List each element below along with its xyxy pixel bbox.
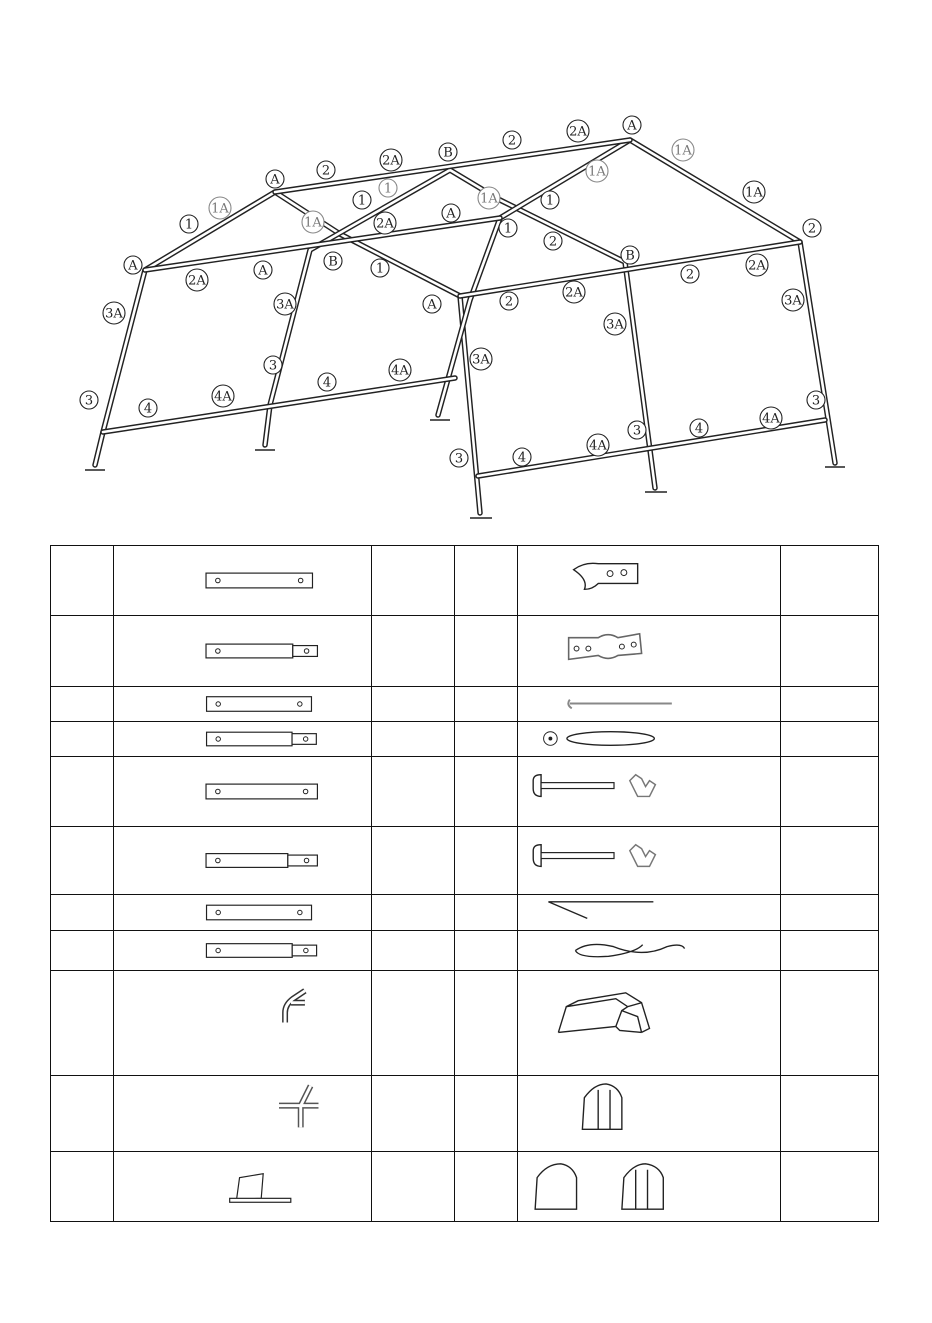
part-label <box>318 373 336 391</box>
part-label <box>389 359 411 381</box>
part-label <box>623 116 641 134</box>
part-label <box>264 356 282 374</box>
part-image-cell <box>114 1152 372 1222</box>
svg-text:1A: 1A <box>745 185 763 201</box>
part-number-cell <box>455 827 518 895</box>
svg-text:2A: 2A <box>748 258 766 274</box>
part-quantity-cell <box>372 546 455 616</box>
part-quantity-cell <box>781 971 879 1076</box>
part-number-cell <box>455 722 518 757</box>
part-label <box>803 219 821 237</box>
part-image-cell <box>518 827 781 895</box>
roof-elbow-connector-icon <box>114 971 371 1075</box>
part-label <box>124 256 142 274</box>
svg-text:A: A <box>258 263 268 279</box>
svg-text:3: 3 <box>454 451 464 467</box>
part-image-cell <box>518 895 781 931</box>
part-label <box>80 391 98 409</box>
part-image-cell <box>518 931 781 971</box>
part-image-cell <box>518 1152 781 1222</box>
part-number-cell <box>51 1152 114 1222</box>
part-quantity-cell <box>781 931 879 971</box>
parts-list-table <box>50 545 879 1222</box>
part-quantity-cell <box>781 722 879 757</box>
parts-table-row <box>51 616 879 687</box>
part-label <box>442 204 460 222</box>
svg-text:2: 2 <box>548 234 558 250</box>
part-label <box>274 293 296 315</box>
part-quantity-cell <box>372 931 455 971</box>
parts-table-row <box>51 895 879 931</box>
svg-text:1: 1 <box>357 193 367 209</box>
part-image-cell <box>114 827 372 895</box>
part-image-cell <box>114 546 372 616</box>
part-image-cell <box>114 1076 372 1152</box>
part-number-cell <box>455 546 518 616</box>
double-bracket-icon <box>518 616 780 686</box>
part-image-cell <box>518 971 781 1076</box>
svg-text:3A: 3A <box>784 293 802 309</box>
part-quantity-cell <box>372 687 455 722</box>
part-quantity-cell <box>781 546 879 616</box>
part-label <box>353 191 371 209</box>
part-label <box>544 232 562 250</box>
part-label <box>782 289 804 311</box>
rope-icon <box>518 931 780 970</box>
svg-text:3: 3 <box>84 393 94 409</box>
part-label <box>690 419 708 437</box>
part-number-cell <box>51 722 114 757</box>
part-quantity-cell <box>781 616 879 687</box>
part-label <box>423 295 441 313</box>
part-quantity-cell <box>372 827 455 895</box>
svg-text:3A: 3A <box>606 317 624 333</box>
plain-tube-long-icon <box>114 757 371 826</box>
svg-text:2A: 2A <box>188 273 206 289</box>
svg-text:1: 1 <box>375 261 385 277</box>
swaged-tube-icon <box>114 931 371 970</box>
part-label <box>743 181 765 203</box>
part-label <box>209 197 231 219</box>
tension-rod-icon <box>518 895 780 930</box>
plain-tube-icon <box>114 895 371 930</box>
svg-text:A: A <box>446 206 456 222</box>
part-label <box>681 265 699 283</box>
part-image-cell <box>518 616 781 687</box>
swaged-tube-icon <box>114 722 371 756</box>
cross-connector-icon <box>114 1076 371 1151</box>
part-label <box>139 399 157 417</box>
part-image-cell <box>114 971 372 1076</box>
part-image-cell <box>518 687 781 722</box>
part-label <box>586 160 608 182</box>
part-number-cell <box>51 1076 114 1152</box>
part-number-cell <box>455 895 518 931</box>
part-label <box>470 348 492 370</box>
bolt-wingnut-short-icon <box>518 827 780 894</box>
part-label <box>439 143 457 161</box>
svg-text:1A: 1A <box>211 201 229 217</box>
part-number-cell <box>455 971 518 1076</box>
part-label <box>587 434 609 456</box>
svg-text:1: 1 <box>503 221 513 237</box>
part-quantity-cell <box>781 1076 879 1152</box>
parts-table-row <box>51 722 879 757</box>
svg-text:2: 2 <box>685 267 695 283</box>
ground-stake-icon <box>518 687 780 721</box>
end-panel-icon <box>518 1076 780 1151</box>
svg-text:1A: 1A <box>304 215 322 231</box>
part-image-cell <box>114 895 372 931</box>
svg-text:2: 2 <box>504 294 514 310</box>
parts-table-row <box>51 827 879 895</box>
part-number-cell <box>51 616 114 687</box>
svg-text:3A: 3A <box>472 352 490 368</box>
svg-text:2: 2 <box>507 133 517 149</box>
parts-table-row <box>51 687 879 722</box>
part-number-cell <box>51 931 114 971</box>
svg-text:4: 4 <box>694 421 704 437</box>
svg-text:3: 3 <box>268 358 278 374</box>
part-label <box>374 212 396 234</box>
part-label <box>180 215 198 233</box>
part-label <box>513 448 531 466</box>
part-number-cell <box>455 757 518 827</box>
bungee-loop-icon <box>518 722 780 756</box>
part-label <box>317 161 335 179</box>
part-label <box>760 407 782 429</box>
svg-text:1A: 1A <box>674 143 692 159</box>
svg-text:A: A <box>270 172 280 188</box>
part-label <box>103 302 125 324</box>
part-number-cell <box>455 931 518 971</box>
svg-text:1: 1 <box>545 193 555 209</box>
svg-text:3A: 3A <box>276 297 294 313</box>
part-number-cell <box>455 1152 518 1222</box>
svg-text:1A: 1A <box>480 191 498 207</box>
svg-text:1: 1 <box>383 181 393 197</box>
part-number-cell <box>51 971 114 1076</box>
svg-text:B: B <box>328 254 338 270</box>
part-number-cell <box>51 546 114 616</box>
part-number-cell <box>51 687 114 722</box>
svg-text:4A: 4A <box>589 438 607 454</box>
svg-text:2A: 2A <box>565 285 583 301</box>
part-label <box>379 179 397 197</box>
part-number-cell <box>51 757 114 827</box>
part-quantity-cell <box>372 616 455 687</box>
svg-text:1: 1 <box>184 217 194 233</box>
part-quantity-cell <box>781 1152 879 1222</box>
part-label <box>212 385 234 407</box>
part-label <box>371 259 389 277</box>
svg-text:4A: 4A <box>391 363 409 379</box>
svg-text:3A: 3A <box>105 306 123 322</box>
part-quantity-cell <box>781 687 879 722</box>
svg-text:3: 3 <box>632 423 642 439</box>
part-number-cell <box>455 1076 518 1152</box>
part-label <box>302 211 324 233</box>
svg-text:A: A <box>427 297 437 313</box>
part-number-cell <box>455 616 518 687</box>
part-number-cell <box>455 687 518 722</box>
part-quantity-cell <box>781 827 879 895</box>
part-label <box>604 313 626 335</box>
svg-text:2: 2 <box>807 221 817 237</box>
svg-text:1A: 1A <box>588 164 606 180</box>
part-label <box>567 120 589 142</box>
svg-text:A: A <box>627 118 637 134</box>
foot-plate-icon <box>114 1152 371 1221</box>
part-label <box>503 131 521 149</box>
svg-text:A: A <box>128 258 138 274</box>
part-quantity-cell <box>372 895 455 931</box>
part-label <box>499 219 517 237</box>
svg-text:2A: 2A <box>569 124 587 140</box>
part-label <box>380 149 402 171</box>
part-quantity-cell <box>372 1152 455 1222</box>
svg-text:4A: 4A <box>762 411 780 427</box>
part-label <box>807 391 825 409</box>
swaged-tube-icon <box>114 616 371 686</box>
swaged-tube-long-icon <box>114 827 371 894</box>
bolt-wingnut-long-icon <box>518 757 780 826</box>
svg-text:B: B <box>443 145 453 161</box>
part-image-cell <box>114 931 372 971</box>
plain-tube-short-icon <box>114 546 371 615</box>
canopy-cover-icon <box>518 971 780 1075</box>
part-label <box>450 449 468 467</box>
part-label <box>500 292 518 310</box>
svg-text:B: B <box>625 248 635 264</box>
part-label <box>563 281 585 303</box>
part-label <box>186 269 208 291</box>
door-panels-icon <box>518 1152 780 1221</box>
part-image-cell <box>114 687 372 722</box>
part-quantity-cell <box>781 895 879 931</box>
part-label <box>266 170 284 188</box>
part-image-cell <box>518 722 781 757</box>
svg-text:4A: 4A <box>214 389 232 405</box>
part-image-cell <box>518 546 781 616</box>
svg-text:4: 4 <box>517 450 527 466</box>
parts-table-row <box>51 931 879 971</box>
part-image-cell <box>518 757 781 827</box>
part-label <box>254 261 272 279</box>
parts-table-row <box>51 971 879 1076</box>
svg-text:2: 2 <box>321 163 331 179</box>
svg-text:2A: 2A <box>382 153 400 169</box>
svg-text:4: 4 <box>143 401 153 417</box>
part-image-cell <box>114 616 372 687</box>
plain-tube-icon <box>114 687 371 721</box>
frame-assembly-diagram <box>0 0 932 540</box>
part-label <box>672 139 694 161</box>
corner-bracket-icon <box>518 546 780 615</box>
svg-text:4: 4 <box>322 375 332 391</box>
part-image-cell <box>114 757 372 827</box>
parts-table-row <box>51 757 879 827</box>
part-label <box>324 252 342 270</box>
parts-table-row <box>51 546 879 616</box>
part-label <box>621 246 639 264</box>
part-label <box>628 421 646 439</box>
svg-text:2A: 2A <box>376 216 394 232</box>
part-quantity-cell <box>372 722 455 757</box>
part-quantity-cell <box>372 971 455 1076</box>
part-quantity-cell <box>372 1076 455 1152</box>
part-number-cell <box>51 895 114 931</box>
part-label <box>746 254 768 276</box>
parts-table-row <box>51 1152 879 1222</box>
svg-text:3: 3 <box>811 393 821 409</box>
part-quantity-cell <box>372 757 455 827</box>
parts-table-row <box>51 1076 879 1152</box>
part-image-cell <box>518 1076 781 1152</box>
part-image-cell <box>114 722 372 757</box>
part-number-cell <box>51 827 114 895</box>
part-quantity-cell <box>781 757 879 827</box>
part-label <box>541 191 559 209</box>
part-label <box>478 187 500 209</box>
